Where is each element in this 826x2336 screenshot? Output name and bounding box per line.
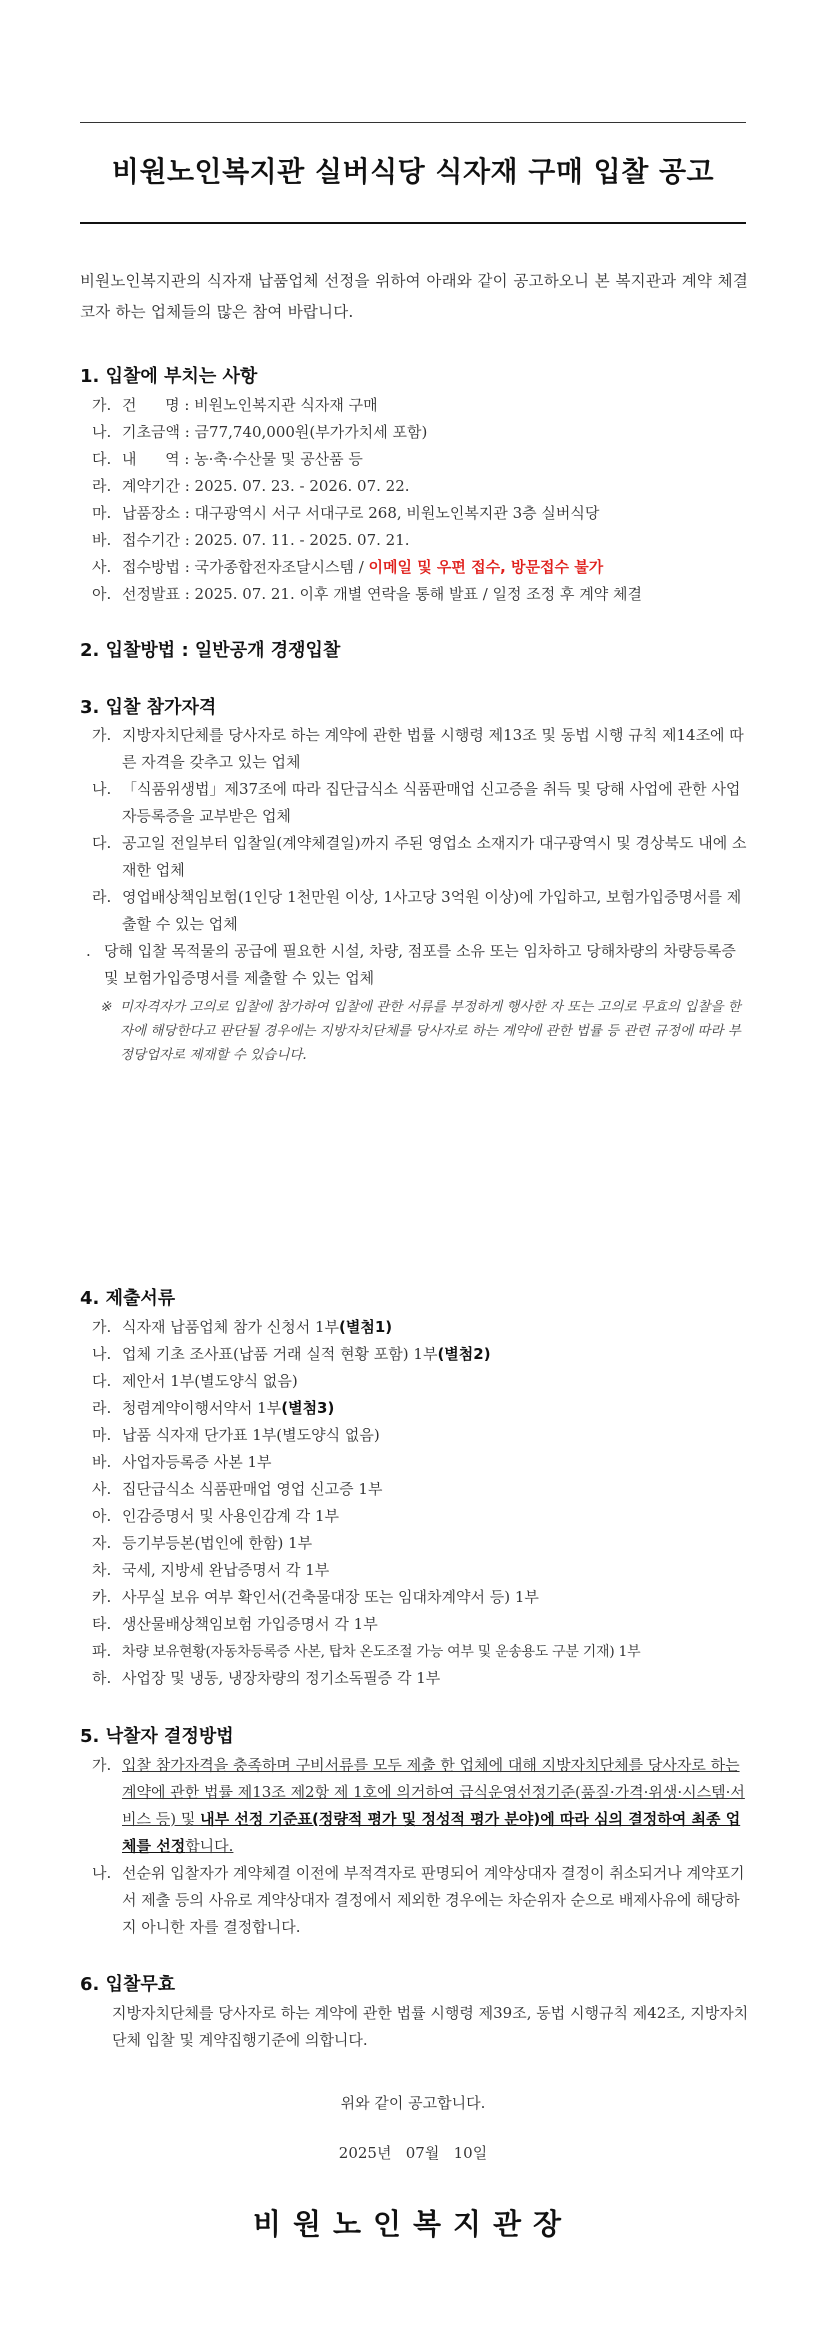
s3-item: . 당해 입찰 목적물의 공급에 필요한 시설, 차량, 점포를 소유 또는 임차하고 당해차량의 차량등록증 및 보험가입증명서를 제출할 수 있는 업체 <box>86 942 736 987</box>
s5-item-a: 가. 입찰 참가자격을 충족하며 구비서류를 모두 제출 한 업체에 대해 지방자치단체를 당사자로 하는 계약에 관한 법률 제13조 제2항 제 1호에 의거하여 급식운영선정기준(품질·가격·위생·시스템·서비스 등) 및 내부 선정 기준표(정량적 평가 및 정성적 평가 분야)에 따라 심의 결정하여 최종 업체를 선정합니다. <box>92 1756 745 1855</box>
s1-item: 나. 기초금액 : 금77,740,000원(부가가치세 포함) <box>92 423 428 441</box>
top-rule <box>80 122 746 123</box>
s4-item: 사. 집단급식소 식품판매업 영업 신고증 1부 <box>92 1480 383 1498</box>
s1-item: 다. 내 역 : 농·축·수산물 및 공산품 등 <box>92 450 363 468</box>
s4-item: 마. 납품 식자재 단가표 1부(별도양식 없음) <box>92 1426 380 1444</box>
issuer-name: 비원노인복지관장 <box>252 2207 574 2241</box>
intro-paragraph: 비원노인복지관의 식자재 납품업체 선정을 위하여 아래와 같이 공고하오니 본 복지관과 계약 체결코자 하는 업체들의 많은 참여 바랍니다. <box>80 272 748 321</box>
s1-item: 라. 계약기간 : 2025. 07. 23. - 2026. 07. 22. <box>92 477 410 495</box>
section-6-title: 6. 입찰무효 <box>80 1974 176 1995</box>
s4-item: 타. 생산물배상책임보험 가입증명서 각 1부 <box>92 1615 378 1633</box>
s4-item: 카. 사무실 보유 여부 확인서(건축물대장 또는 임대차계약서 등) 1부 <box>92 1588 539 1606</box>
s4-item: 바. 사업자등록증 사본 1부 <box>92 1453 272 1471</box>
submission-warning: 이메일 및 우편 접수, 방문접수 불가 <box>368 558 604 576</box>
section-4-title: 4. 제출서류 <box>80 1288 176 1309</box>
s1-item: 바. 접수기간 : 2025. 07. 11. - 2025. 07. 21. <box>92 531 410 549</box>
s3-item: 다. 공고일 전일부터 입찰일(계약체결일)까지 주된 영업소 소재지가 대구광역시 및 경상북도 내에 소재한 업체 <box>92 834 747 879</box>
s6-body: 지방자치단체를 당사자로 하는 계약에 관한 법률 시행령 제39조, 동법 시행규칙 제42조, 지방자치단체 입찰 및 계약집행기준에 의합니다. <box>112 2004 749 2049</box>
section-3-title: 3. 입찰 참가자격 <box>80 697 217 718</box>
s4-item: 가. 식자재 납품업체 참가 신청서 1부(별첨1) <box>92 1318 393 1336</box>
s4-item: 아. 인감증명서 및 사용인감계 각 1부 <box>92 1507 339 1525</box>
s4-item: 하. 사업장 및 냉동, 냉장차량의 정기소독필증 각 1부 <box>92 1669 441 1687</box>
closing-text: 위와 같이 공고합니다. <box>340 2094 486 2112</box>
s3-item: 라. 영업배상책임보험(1인당 1천만원 이상, 1사고당 3억원 이상)에 가입하고, 보험가입증명서를 제출할 수 있는 업체 <box>92 888 742 933</box>
s3-item: 나. 「식품위생법」제37조에 따라 집단급식소 식품판매업 신고증을 취득 및 당해 사업에 관한 사업자등록증을 교부받은 업체 <box>92 780 741 825</box>
s1-item: 마. 납품장소 : 대구광역시 서구 서대구로 268, 비원노인복지관 3층 실버식당 <box>92 504 600 522</box>
section-1-title: 1. 입찰에 부치는 사항 <box>80 366 258 387</box>
announcement-date: 2025년 07월 10일 <box>338 2144 488 2162</box>
page-title: 비원노인복지관 실버식당 식자재 구매 입찰 공고 <box>111 155 715 188</box>
section-2-title: 2. 입찰방법 : 일반공개 경쟁입찰 <box>80 640 341 661</box>
s4-item: 라. 청렴계약이행서약서 1부(별첨3) <box>92 1399 335 1417</box>
s4-item: 나. 업체 기초 조사표(납품 거래 실적 현황 포함) 1부(별첨2) <box>92 1345 491 1363</box>
s1-item: 가. 건 명 : 비원노인복지관 식자재 구매 <box>92 396 378 414</box>
s1-item: 아. 선정발표 : 2025. 07. 21. 이후 개별 연락을 통해 발표 / 일정 조정 후 계약 체결 <box>92 585 643 603</box>
s3-warning-note: ※ 미자격자가 고의로 입찰에 참가하여 입찰에 관한 서류를 부정하게 행사한 자 또는 고의로 무효의 입찰을 한 자에 해당한다고 판단될 경우에는 지방자치단체를 당사자로 하는 계약에 관한 법률 등 관련 규정에 따라 부정당업자로 제재할 수 있습니다. <box>100 999 741 1063</box>
s4-item: 다. 제안서 1부(별도양식 없음) <box>92 1372 298 1390</box>
s3-item: 가. 지방자치단체를 당사자로 하는 계약에 관한 법률 시행령 제13조 및 동법 시행 규칙 제14조에 따른 자격을 갖추고 있는 업체 <box>92 726 744 771</box>
s4-item: 파. 차량 보유현황(자동차등록증 사본, 탑차 온도조절 가능 여부 및 운송용도 구분 기재) 1부 <box>92 1642 641 1660</box>
title-underline <box>80 222 746 224</box>
section-5-title: 5. 낙찰자 결정방법 <box>80 1726 234 1747</box>
s1-item: 사. 접수방법 : 국가종합전자조달시스템 / 이메일 및 우편 접수, 방문접수 불가 <box>92 558 604 576</box>
s4-item: 자. 등기부등본(법인에 한함) 1부 <box>92 1534 313 1552</box>
s4-item: 차. 국세, 지방세 완납증명서 각 1부 <box>92 1561 330 1579</box>
s5-item-b: 나. 선순위 입찰자가 계약체결 이전에 부적격자로 판명되어 계약상대자 결정이 취소되거나 계약포기서 제출 등의 사유로 계약상대자 결정에서 제외한 경우에는 차순위자 순으로 배제사유에 해당하지 아니한 자를 결정합니다. <box>92 1864 745 1936</box>
